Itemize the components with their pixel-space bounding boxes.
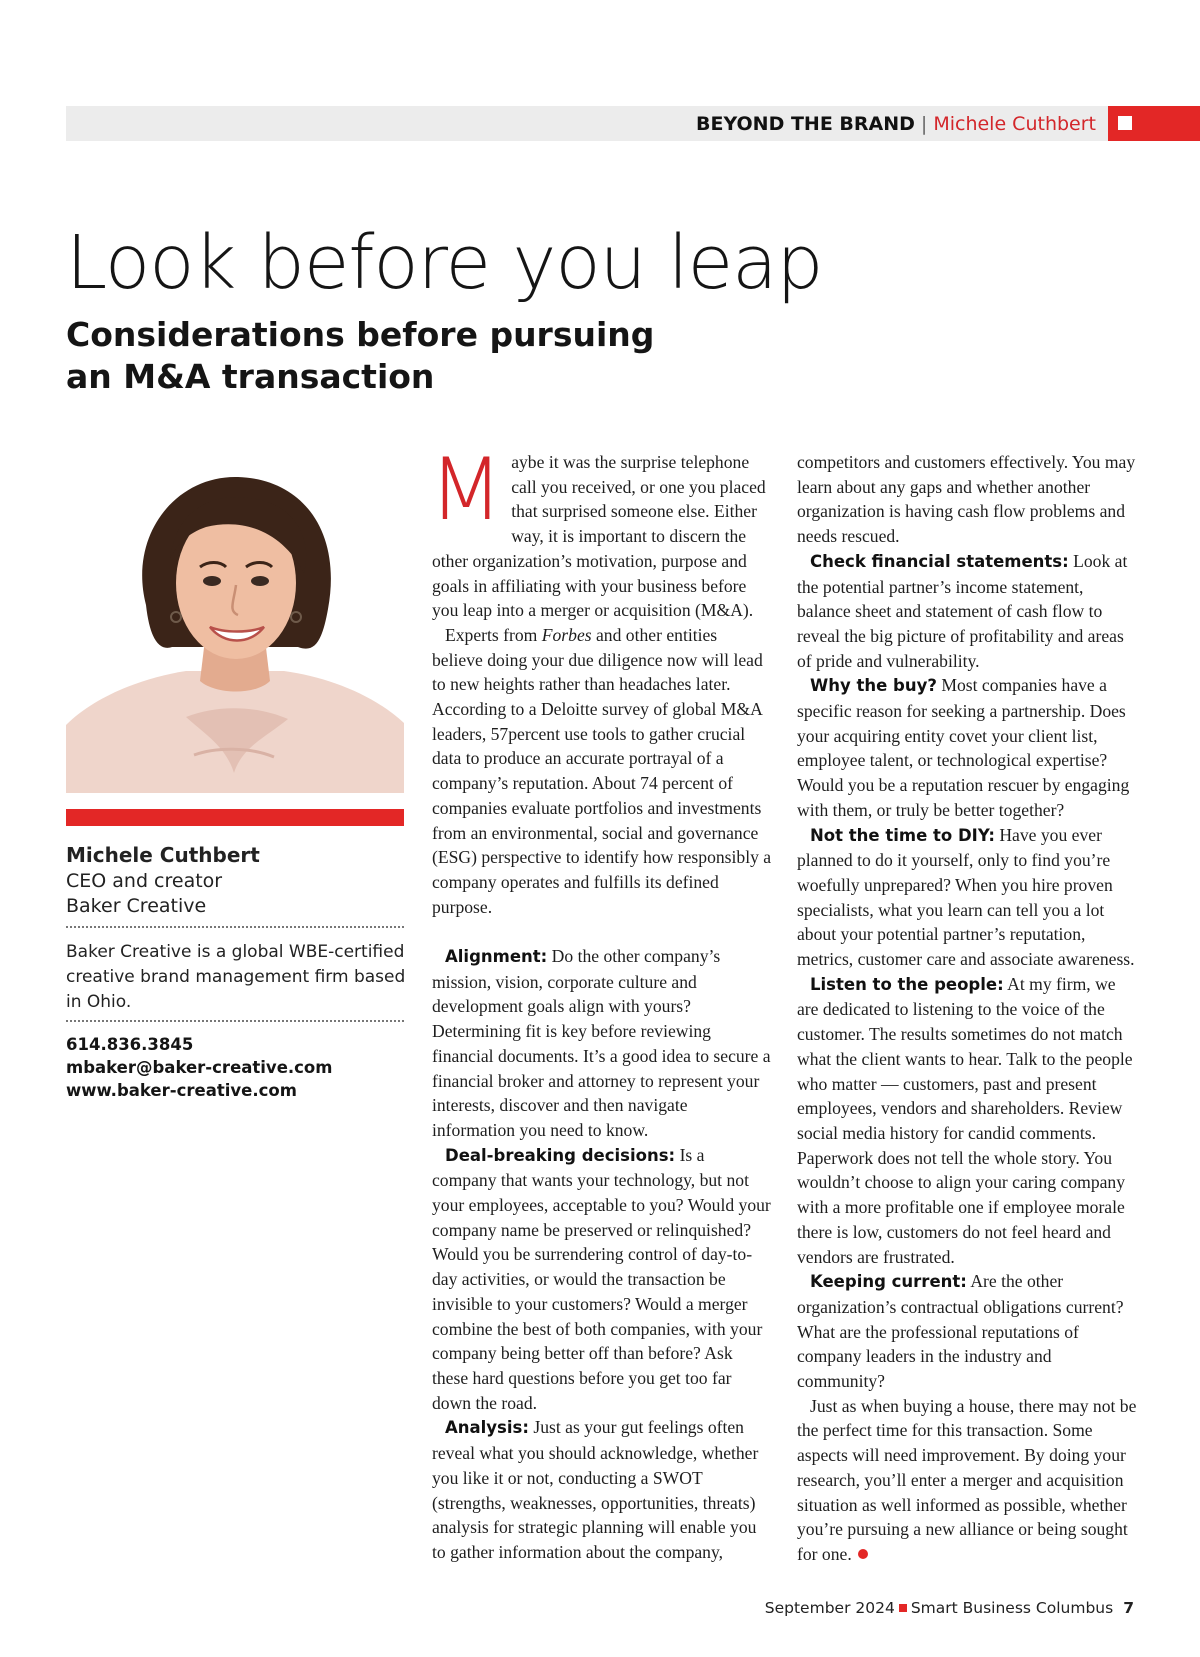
article-paragraph: Keeping current: Are the other organization’s contractual obligations current? What are the professional reputations of company leaders in the industry and community? — [797, 1271, 1124, 1392]
author-photo — [66, 455, 404, 793]
article-column-2 — [797, 450, 1137, 1567]
article-paragraph: Maybe it was the surprise telephone call you received, or one you placed that surprised someone else. Either way, it is important to discern the other organization’s motivation, purpose and goals in affiliating with your business before you leap into a merger or acquisition (M&A). — [429, 440, 766, 621]
paragraph-lead: Keeping current: — [810, 1272, 967, 1292]
paragraph-lead: Check financial statements: — [810, 551, 1069, 571]
article-title: Look before you leap — [66, 220, 823, 306]
publication-title: Smart Business Columbus — [910, 1599, 1114, 1617]
footer-bullet-icon — [899, 1604, 907, 1612]
page-number: 7 — [1123, 1599, 1134, 1617]
author-accent-bar — [66, 809, 404, 826]
article-column-1 — [429, 440, 772, 1565]
end-mark-icon — [858, 1549, 868, 1559]
header-author: Michele Cuthbert — [933, 113, 1096, 135]
article-paragraph: Just as when buying a house, there may not be the perfect time for this transaction. Some aspects will need improvement. By doing your research, you’ll enter a merger and acquisition situation as well informed as possible, whether you’re pursuing a new alliance or being sought for one. — [797, 1395, 1137, 1564]
article-subtitle: Considerations before pursuing an M&A transaction — [66, 315, 655, 396]
header-square-icon — [1118, 116, 1132, 130]
article-paragraph: Experts from Forbes and other entities believe doing your due diligence now will lead to new heights rather than headaches later. According to a Deloitte survey of global M&A leaders, 57percent use tools to gather crucial data to produce an accurate portrayal of a company’s reputation. About 74 percent of companies evaluate portfolios and investments from an environmental, social and governance (ESG) perspective to identify how responsibly a company operates and fulfills its defined purpose. — [432, 624, 772, 917]
author-company: Baker Creative — [66, 895, 207, 917]
paragraph-lead: Alignment: — [445, 947, 548, 967]
section-name: BEYOND THE BRAND — [695, 113, 915, 135]
paragraph-lead: Why the buy? — [810, 676, 937, 696]
author-name: Michele Cuthbert — [66, 843, 260, 867]
sidebar-divider — [66, 1020, 404, 1022]
author-website[interactable]: www.baker-creative.com — [66, 1081, 297, 1100]
sidebar-divider — [66, 926, 404, 928]
paragraph-lead: Deal-breaking decisions: — [445, 1145, 676, 1165]
article-paragraph: Why the buy? Most companies have a specific reason for seeking a partnership. Does your acquiring entity covet your client list, employee talent, or technological expertise? Would you be a reputation rescuer by engaging with them, or truly be better together? — [797, 675, 1130, 820]
paragraph-lead: Analysis: — [445, 1418, 529, 1438]
page-footer — [765, 1597, 1134, 1619]
article-paragraph: Deal-breaking decisions: Is a company that wants your technology, but not your employees, acceptable to you? Would your company name be preserved or relinquished? Would you be surrendering control of day-to-day activities, or would the transaction be invisible to your customers? Would a merger combine the best of both companies, with your company being better off than before? Ask these hard questions before you get too far down the road. — [432, 1144, 771, 1413]
drop-cap: M — [429, 440, 504, 540]
paragraph-lead: Not the time to DIY: — [810, 825, 995, 845]
article-paragraph: Analysis: Just as your gut feelings often reveal what you should acknowledge, whether you like it or not, conducting a SWOT (strengths, weaknesses, opportunities, threats) analysis for strategic planning will enable you to gather information about the company, — [432, 1417, 759, 1562]
author-bio: Baker Creative is a global WBE-certified creative brand management firm based in Ohio. — [66, 942, 406, 1012]
article-paragraph: Alignment: Do the other company’s mission, vision, corporate culture and development goals align with yours? Determining fit is key before reviewing financial documents. It’s a good idea to secure a financial broker and attorney to represent your interests, discover and then navigate information you need to know. — [432, 946, 771, 1140]
article-paragraph: Not the time to DIY: Have you ever planned to do it yourself, only to find you’re woefully unprepared? When you hire proven specialists, what you learn can tell you a lot about your potential partner’s reputation, metrics, customer care and associate awareness. — [797, 824, 1135, 970]
article-paragraph: Check financial statements: Look at the potential partner’s income statement, balance sheet and statement of cash flow to reveal the big picture of profitability and areas of pride and vulnerability. — [797, 550, 1128, 671]
author-role: CEO and creator — [66, 870, 223, 892]
author-phone: 614.836.3845 — [66, 1035, 194, 1054]
header-separator: | — [920, 113, 928, 135]
issue-date: September 2024 — [764, 1599, 895, 1617]
article-paragraph: Listen to the people: At my firm, we are dedicated to listening to the voice of the customer. The results sometimes do not match what the client wants to hear. Talk to the people who matter — customers, past and present employees, vendors and shareholders. Review social media history for candid comments. Paperwork does not tell the whole story. You wouldn’t choose to align your caring company with a more profitable one if employee morale there is low, customers do not feel heard and vendors are frustrated. — [797, 973, 1133, 1267]
author-email[interactable]: mbaker@baker-creative.com — [66, 1058, 333, 1077]
section-header — [696, 111, 1096, 137]
article-paragraph: competitors and customers effectively. You may learn about any gaps and whether another organization is having cash flow problems and needs rescued. — [797, 452, 1136, 547]
publication-name: Forbes — [541, 624, 592, 645]
paragraph-lead: Listen to the people: — [810, 974, 1004, 994]
